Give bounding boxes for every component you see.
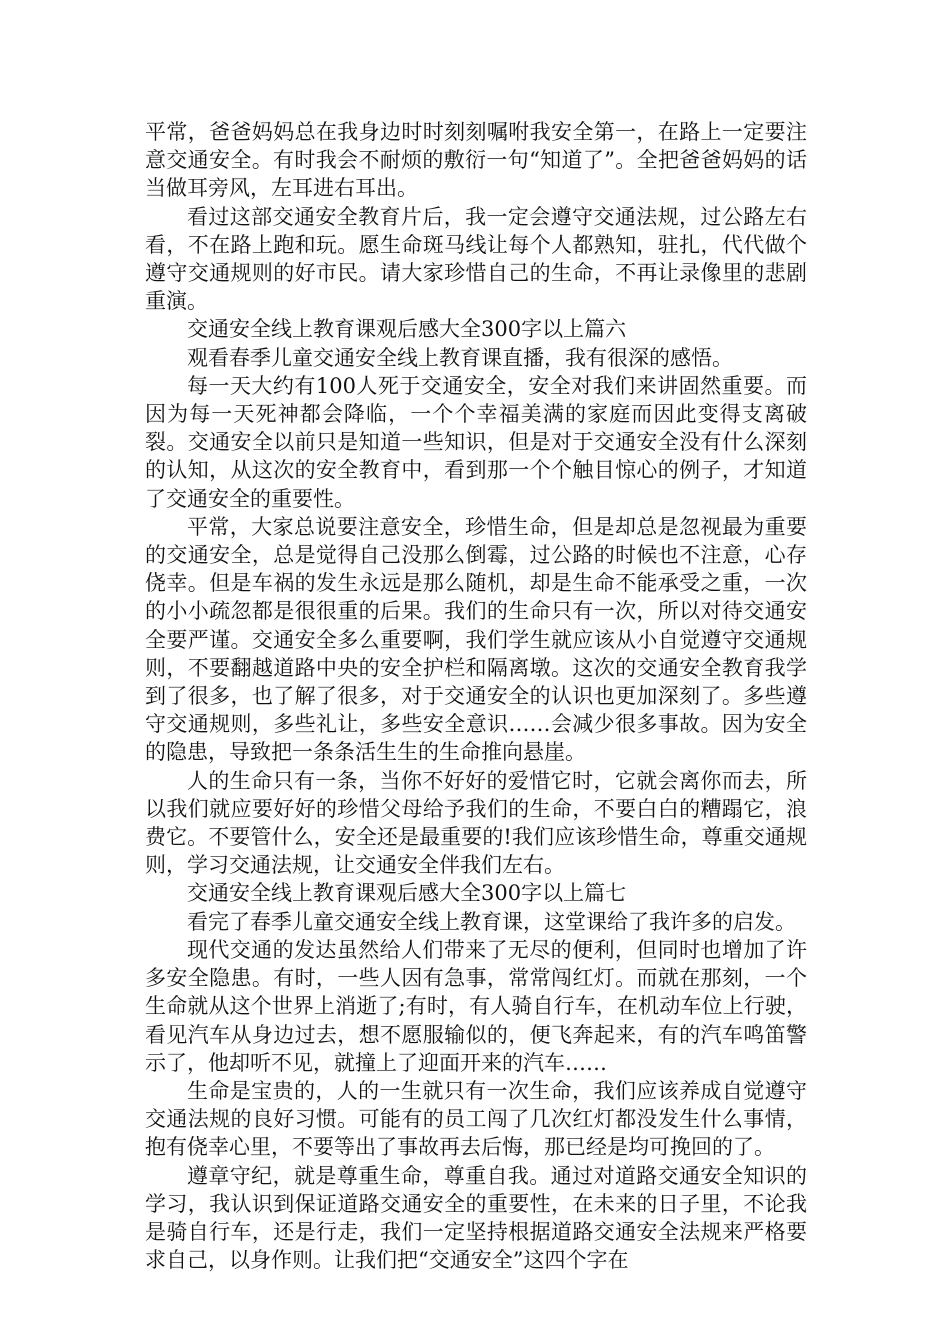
section-heading-7: 交通安全线上教育课观后感大全300字以上篇七 xyxy=(187,881,627,906)
document-body xyxy=(145,118,807,1274)
paragraph-9: 生命是宝贵的，人的一生就只有一次生命，我们应该养成自觉遵守交通法规的良好习惯。可能有的员工闯了几次红灯都没发生什么事情，抱有侥幸心里，不要等出了事故再去后悔，那已经是均可挽回的了。 xyxy=(145,1078,807,1160)
paragraph-8: 现代交通的发达虽然给人们带来了无尽的便利，但同时也增加了许多安全隐患。有时，一些人因有急事，常常闯红灯。而就在那刻，一个生命就从这个世界上消逝了;有时，有人骑自行车，在机动车位上行驶，看见汽车从身边过去，想不愿服输似的，便飞奔起来，有的汽车鸣笛警示了，他却听不见，就撞上了迎面开来的汽车…… xyxy=(145,937,807,1075)
paragraph-2: 看过这部交通安全教育片后，我一定会遵守交通法规，过公路左右看，不在路上跑和玩。愿生命斑马线让每个人都熟知，驻扎，代代做个遵守交通规则的好市民。请大家珍惜自己的生命，不再让录像里的悲剧重演。 xyxy=(145,204,807,314)
paragraph-4: 每一天大约有100人死于交通安全，安全对我们来讲固然重要。而因为每一天死神都会降临，一个个幸福美满的家庭而因此变得支离破裂。交通安全以前只是知道一些知识，但是对于交通安全没有什么深刻的认知，从这次的安全教育中，看到那一个个触目惊心的例子，才知道了交通安全的重要性。 xyxy=(145,373,807,511)
paragraph-7: 看完了春季儿童交通安全线上教育课，这堂课给了我许多的启发。 xyxy=(187,909,796,934)
paragraph-10: 遵章守纪，就是尊重生命，尊重自我。通过对道路交通安全知识的学习，我认识到保证道路交通安全的重要性，在未来的日子里，不论我是骑自行车，还是行走，我们一定坚持根据道路交通安全法规来严格要求自己，以身作则。让我们把“交通安全”这四个字在 xyxy=(145,1163,807,1273)
paragraph-5: 平常，大家总说要注意安全，珍惜生命，但是却总是忽视最为重要的交通安全，总是觉得自己没那么倒霉，过公路的时候也不注意，心存侥幸。但是车祸的发生永远是那么随机，却是生命不能承受之重，一次的小小疏忽都是很很重的后果。我们的生命只有一次，所以对待交通安全要严谨。交通安全多么重要啊，我们学生就应该从小自觉遵守交通规则，不要翻越道路中央的安全护栏和隔离墩。这次的交通安全教育我学到了很多，也了解了很多，对于交通安全的认识也更加深刻了。多些遵守交通规则，多些礼让，多些安全意识……会减少很多事故。因为安全的隐患，导致把一条条活生生的生命推向悬崖。 xyxy=(145,514,807,765)
paragraph-6: 人的生命只有一条，当你不好好的爱惜它时，它就会离你而去，所以我们就应要好好的珍惜父母给予我们的生命，不要白白的糟蹋它，浪费它。不要管什么，安全还是最重要的!我们应该珍惜生命，尊重交通规则，学习交通法规，让交通安全伴我们左右。 xyxy=(145,768,807,878)
section-heading-6: 交通安全线上教育课观后感大全300字以上篇六 xyxy=(187,317,627,342)
paragraph-1: 平常，爸爸妈妈总在我身边时时刻刻嘱咐我安全第一，在路上一定要注意交通安全。有时我会不耐烦的敷衍一句“知道了”。全把爸爸妈妈的话当做耳旁风，左耳进右耳出。 xyxy=(145,120,807,201)
paragraph-3: 观看春季儿童交通安全线上教育课直播，我有很深的感悟。 xyxy=(187,345,733,370)
